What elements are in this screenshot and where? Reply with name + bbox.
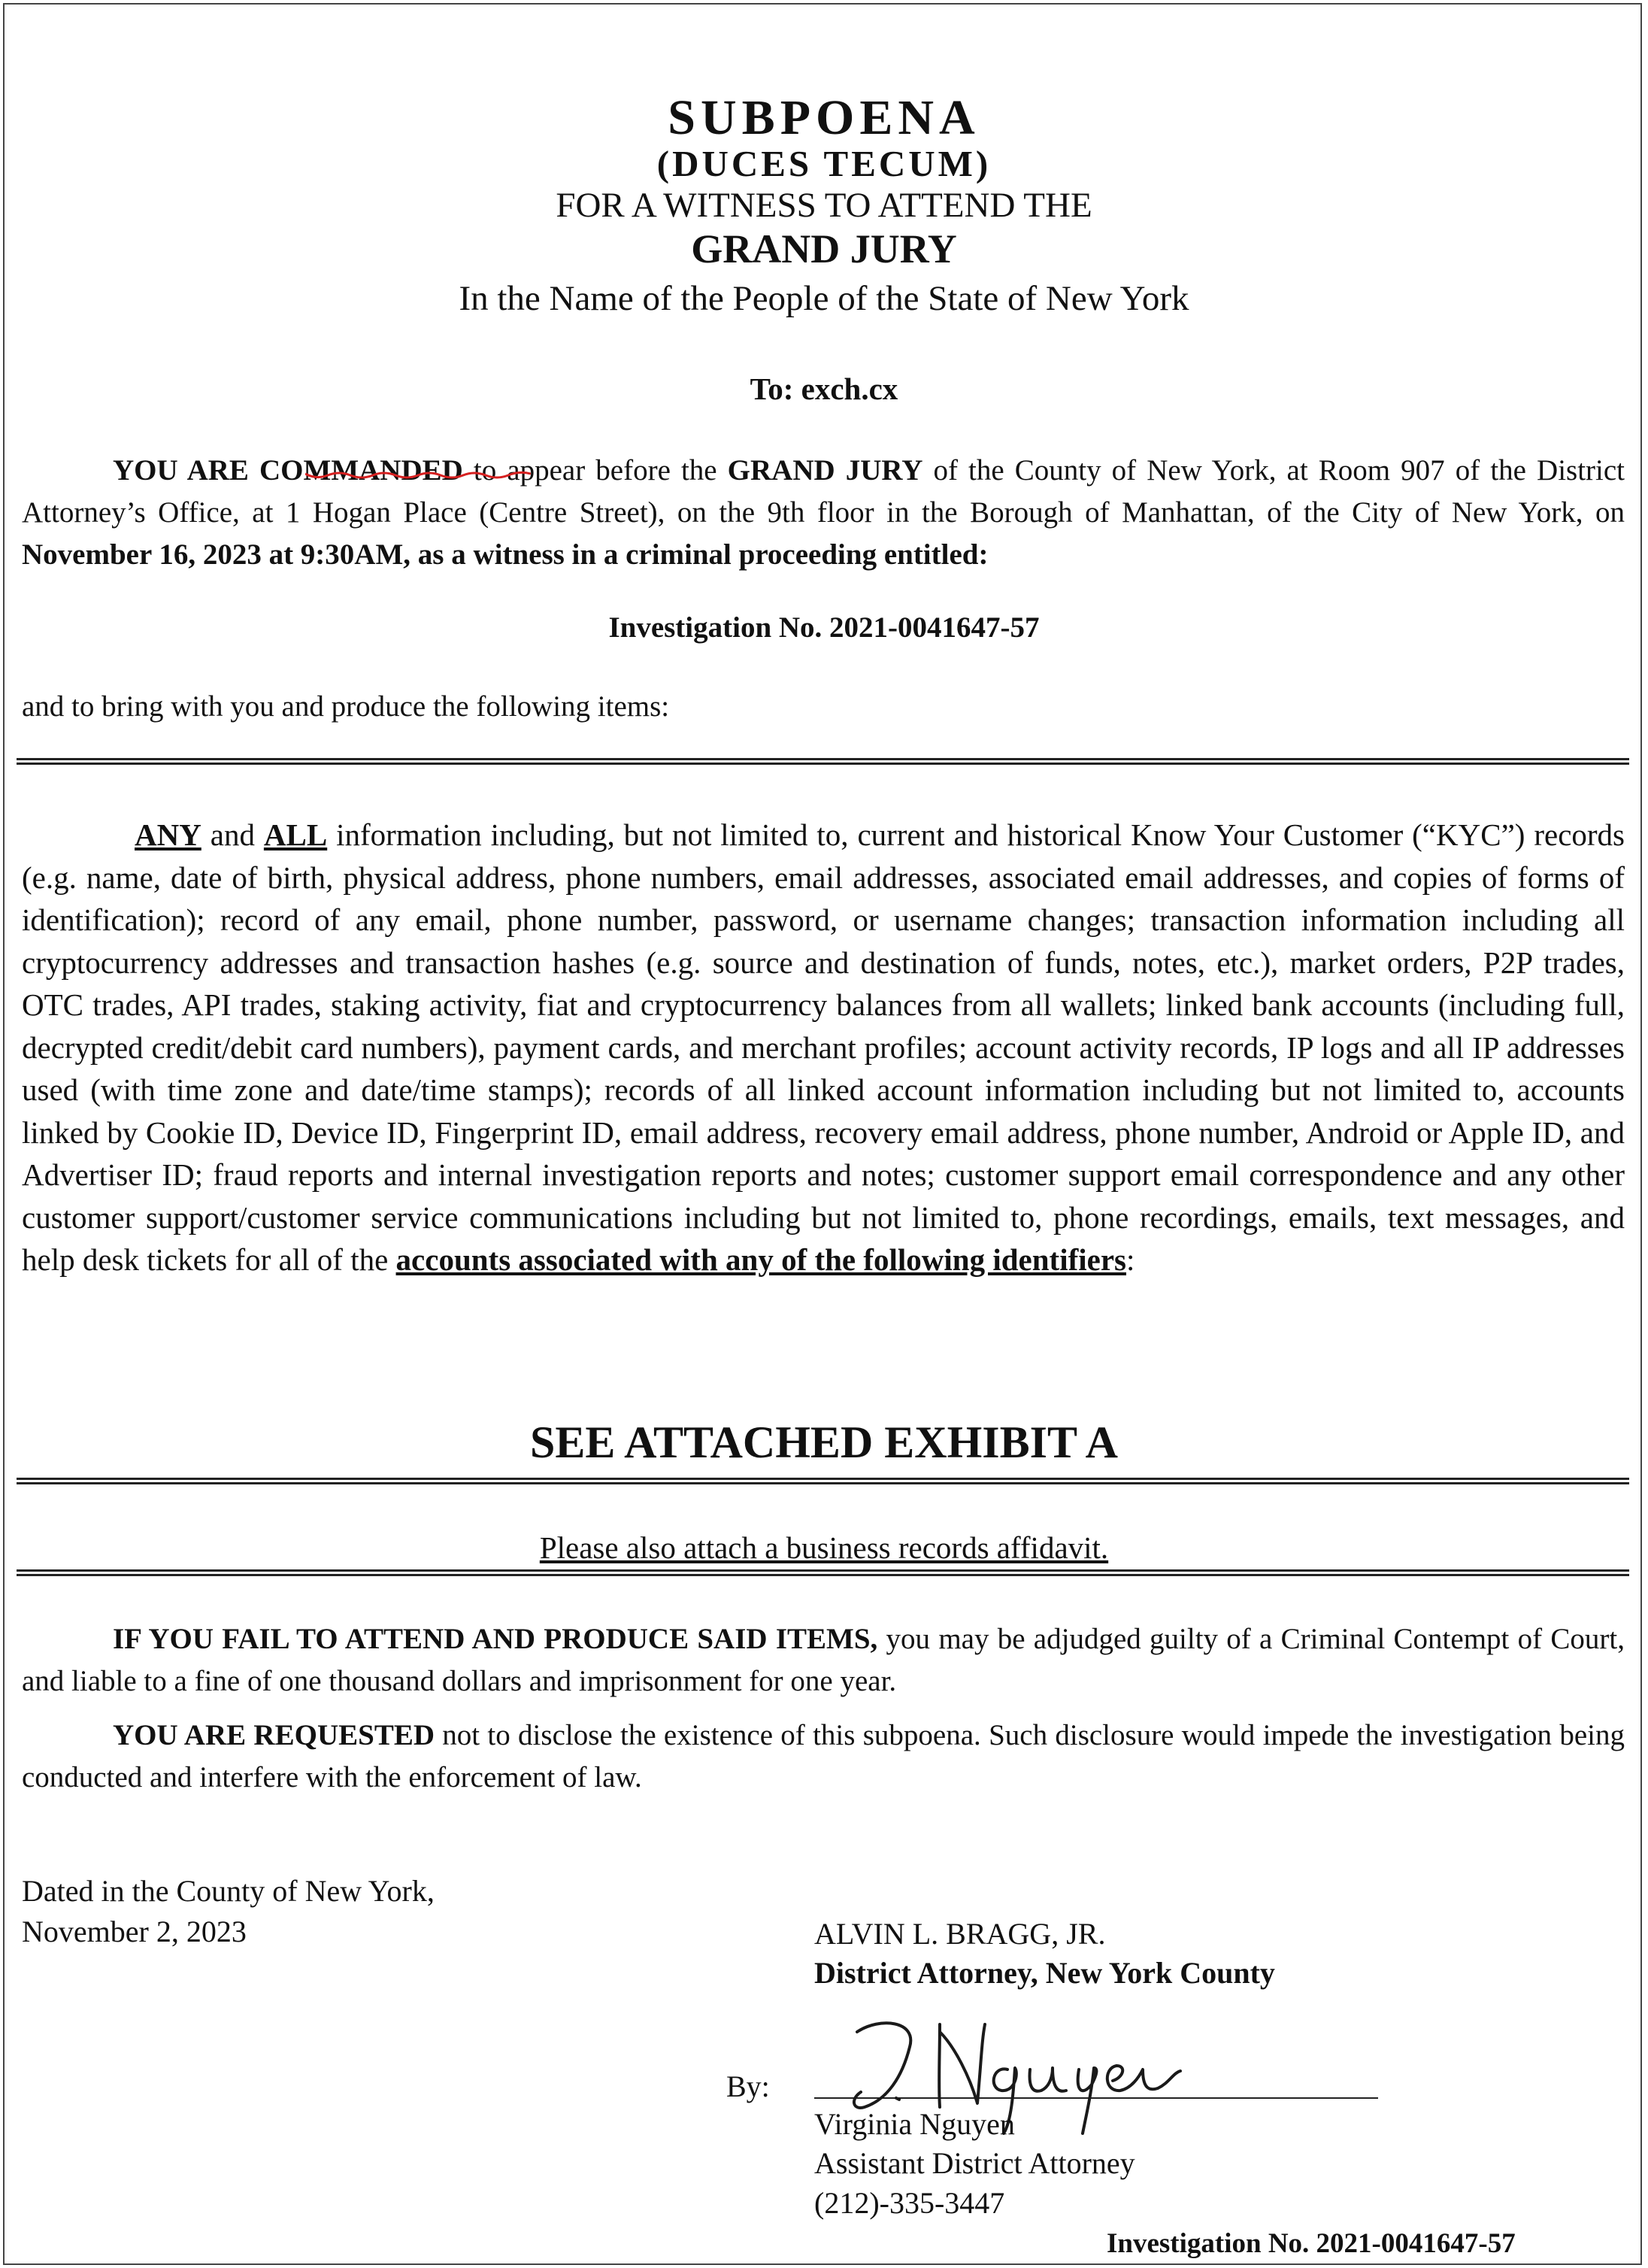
double-rule [17,758,1629,765]
signer-title: Assistant District Attorney [814,2146,1135,2180]
any-word: ANY [135,817,201,852]
command-text-2: of the County of New York, at Room 907 of the District Attorney’s Office, at 1 Hogan Place (Centre Street), on the 9th floor in the Borough of Manhattan, of the City of New York, on [22,454,1625,529]
double-rule [17,1478,1629,1484]
investigation-number: Investigation No. 2021-0041647-57 [608,611,1040,644]
command-text-1: to appear before the [462,454,728,487]
appearance-date-time: November 16, 2023 at 9:30AM [22,538,404,571]
grand-jury-heading: GRAND JURY [691,226,957,271]
signer-phone: (212)-335-3447 [814,2186,1005,2220]
affidavit-note: Please also attach a business records affidavit. [539,1530,1109,1565]
all-word: ALL [263,817,328,852]
recipient: To: exch.cx [750,371,898,406]
spellcheck-squiggle [305,468,531,483]
subpoena-subtitle: (DUCES TECUM) [656,143,992,184]
items-body: information including, but not limited to, current and historical Know Your Customer (“KYC”) records (e.g. name, date of birth, physical address, phone numbers, email addresses, associated email addresses, and copies of forms of identification); record of any email, phone number, password, or username changes; transaction information including all cryptocurrency addresses and transaction hashes (e.g. source and destination of funds, notes, etc.), market orders, P2P trades, OTC trades, API trades, staking activity, fiat and cryptocurrency balances from all wallets; linked bank accounts (including full, decrypted credit/debit card numbers), payment cards, and merchant profiles; account activity records, IP logs and all IP addresses used (with time zone and date/time stamps); records of all linked account information including but not limited to, accounts linked by Cookie ID, Device ID, Fingerprint ID, email address, recovery email address, phone number, Android or Apple ID, and Advertiser ID; fraud reports and internal investigation reports and notes; customer support email correspondence and any other customer support/customer service communications including but not limited to, phone recordings, emails, text messages, and help desk tickets for all of the [22,817,1625,1277]
items-colon: : [1126,1242,1135,1277]
request-bold: YOU ARE REQUESTED [113,1719,435,1751]
items-paragraph [22,814,1625,1281]
dated-line-1: Dated in the County of New York, [22,1874,435,1908]
commanded-word: COMMANDED [259,454,463,487]
da-title: District Attorney, New York County [814,1956,1275,1990]
accounts-identifiers: accounts associated with any of the following identifiers [395,1242,1126,1277]
people-line: In the Name of the People of the State of New York [459,279,1189,318]
double-rule [17,1569,1629,1576]
command-paragraph [22,450,1625,576]
signer-name: Virginia Nguyen [814,2107,1015,2141]
see-exhibit-heading: SEE ATTACHED EXHIBIT A [530,1418,1118,1467]
footer-investigation-number: Investigation No. 2021-0041647-57 [1107,2228,1516,2259]
bring-line: and to bring with you and produce the following items: [22,690,670,723]
subpoena-title: SUBPOENA [668,90,980,145]
request-paragraph [22,1715,1625,1799]
fail-bold: IF YOU FAIL TO ATTEND AND PRODUCE SAID ITEMS, [113,1623,878,1655]
da-name: ALVIN L. BRAGG, JR. [814,1917,1106,1951]
fail-text: you may be adjudged guilty of a Criminal Contempt of Court, and liable to a fine of one thousand dollars and imprisonment for one year. [22,1623,1625,1697]
command-text-3: , as a witness in a criminal proceeding entitled: [403,538,989,571]
by-label: By: [726,2069,770,2103]
request-text: not to disclose the existence of this subpoena. Such disclosure would impede the investigation being conducted and interfere with the enforcement of law. [22,1719,1625,1793]
grand-jury-inline: GRAND JURY [727,454,923,487]
dated-line-2: November 2, 2023 [22,1915,247,1948]
fail-paragraph [22,1618,1625,1703]
items-and: and [201,817,264,852]
witness-line: FOR A WITNESS TO ATTEND THE [556,186,1092,225]
command-lead: YOU ARE [113,454,249,487]
